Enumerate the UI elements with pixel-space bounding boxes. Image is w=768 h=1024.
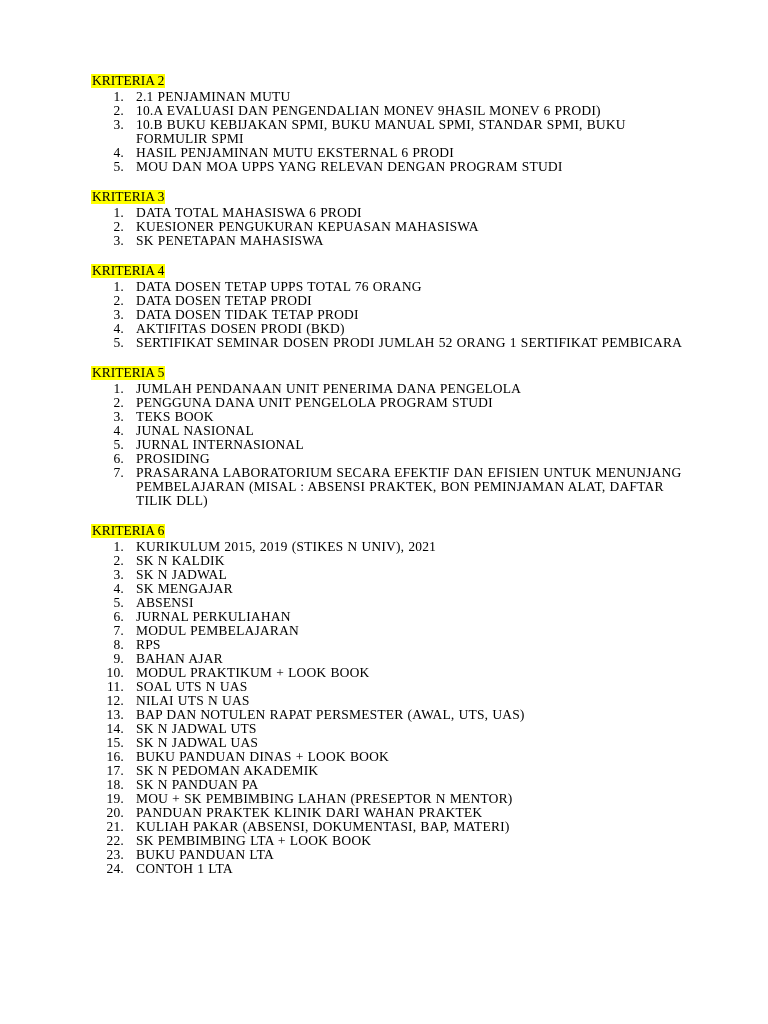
list-item: 3. DATA DOSEN TIDAK TETAP PRODI: [113, 307, 359, 322]
section-kriteria-4: [91, 262, 688, 350]
list-item: 6. PROSIDING: [113, 451, 210, 466]
criteria-list: [91, 540, 688, 876]
list-item: 4. SK MENGAJAR: [113, 581, 233, 596]
list-item: 2. 10.A EVALUASI DAN PENGENDALIAN MONEV 9HASIL MONEV 6 PRODI): [113, 103, 601, 118]
section-kriteria-5: [91, 364, 688, 508]
list-item: 3. 10.B BUKU KEBIJAKAN SPMI, BUKU MANUAL SPMI, STANDAR SPMI, BUKU FORMULIR SPMI: [113, 117, 626, 146]
list-item: 1. DATA DOSEN TETAP UPPS TOTAL 76 ORANG: [113, 279, 422, 294]
list-item: 19. MOU + SK PEMBIMBING LAHAN (PRESEPTOR N MENTOR): [106, 791, 513, 806]
section-heading: KRITERIA 2: [92, 73, 165, 88]
list-item: 2. DATA DOSEN TETAP PRODI: [113, 293, 312, 308]
list-item: 13. BAP DAN NOTULEN RAPAT PERSMESTER (AWAL, UTS, UAS): [106, 707, 525, 722]
list-item: 7. MODUL PEMBELAJARAN: [113, 623, 299, 638]
list-item: 3. SK PENETAPAN MAHASISWA: [113, 233, 324, 248]
list-item: 4. AKTIFITAS DOSEN PRODI (BKD): [113, 321, 345, 336]
list-item: 14. SK N JADWAL UTS: [106, 721, 257, 736]
section-kriteria-2: [91, 72, 688, 174]
list-item: 4. JUNAL NASIONAL: [113, 423, 254, 438]
list-item: 15. SK N JADWAL UAS: [106, 735, 259, 750]
list-item: 18. SK N PANDUAN PA: [106, 777, 259, 792]
list-item: 2. SK N KALDIK: [113, 553, 225, 568]
list-item: 8. RPS: [113, 637, 161, 652]
list-item: 4. HASIL PENJAMINAN MUTU EKSTERNAL 6 PRODI: [113, 145, 454, 160]
criteria-list: [91, 90, 688, 174]
list-item: 1. JUMLAH PENDANAAN UNIT PENERIMA DANA PENGELOLA: [113, 381, 522, 396]
list-item: 9. BAHAN AJAR: [113, 651, 223, 666]
list-item: 1. KURIKULUM 2015, 2019 (STIKES N UNIV), 2021: [113, 539, 437, 554]
list-item: 5. MOU DAN MOA UPPS YANG RELEVAN DENGAN PROGRAM STUDI: [113, 159, 563, 174]
section-heading: KRITERIA 6: [92, 523, 165, 538]
list-item: 2. KUESIONER PENGUKURAN KEPUASAN MAHASISWA: [113, 219, 479, 234]
criteria-list: [91, 206, 688, 248]
list-item: 1. DATA TOTAL MAHASISWA 6 PRODI: [113, 205, 362, 220]
list-item: 5. ABSENSI: [113, 595, 194, 610]
list-item: 16. BUKU PANDUAN DINAS + LOOK BOOK: [106, 749, 390, 764]
list-item: 23. BUKU PANDUAN LTA: [106, 847, 274, 862]
list-item: 5. SERTIFIKAT SEMINAR DOSEN PRODI JUMLAH 52 ORANG 1 SERTIFIKAT PEMBICARA: [113, 335, 683, 350]
section-kriteria-3: [91, 188, 688, 248]
section-heading: KRITERIA 5: [92, 365, 165, 380]
list-item: 3. SK N JADWAL: [113, 567, 227, 582]
list-item: 17. SK N PEDOMAN AKADEMIK: [106, 763, 319, 778]
list-item: 3. TEKS BOOK: [113, 409, 214, 424]
list-item: 5. JURNAL INTERNASIONAL: [113, 437, 304, 452]
list-item: 11. SOAL UTS N UAS: [107, 679, 248, 694]
list-item: 22. SK PEMBIMBING LTA + LOOK BOOK: [106, 833, 372, 848]
list-item: 1. 2.1 PENJAMINAN MUTU: [113, 89, 291, 104]
list-item: 21. KULIAH PAKAR (ABSENSI, DOKUMENTASI, BAP, MATERI): [106, 819, 510, 834]
list-item: 2. PENGGUNA DANA UNIT PENGELOLA PROGRAM STUDI: [113, 395, 493, 410]
section-heading: KRITERIA 4: [92, 263, 165, 278]
criteria-list: [91, 382, 688, 508]
list-item: 20. PANDUAN PRAKTEK KLINIK DARI WAHAN PRAKTEK: [106, 805, 483, 820]
list-item: 6. JURNAL PERKULIAHAN: [113, 609, 291, 624]
section-kriteria-6: [91, 522, 688, 876]
list-item: 7. PRASARANA LABORATORIUM SECARA EFEKTIF DAN EFISIEN UNTUK MENUNJANG PEMBELAJARAN (MISAL : ABSENSI PRAKTEK, BON PEMINJAMAN ALAT, DAFTAR TILIK DLL): [113, 465, 682, 508]
list-item: 10. MODUL PRAKTIKUM + LOOK BOOK: [106, 665, 370, 680]
list-item: 12. NILAI UTS N UAS: [106, 693, 250, 708]
section-heading: KRITERIA 3: [92, 189, 165, 204]
list-item: 24. CONTOH 1 LTA: [106, 861, 233, 876]
criteria-list: [91, 280, 688, 350]
